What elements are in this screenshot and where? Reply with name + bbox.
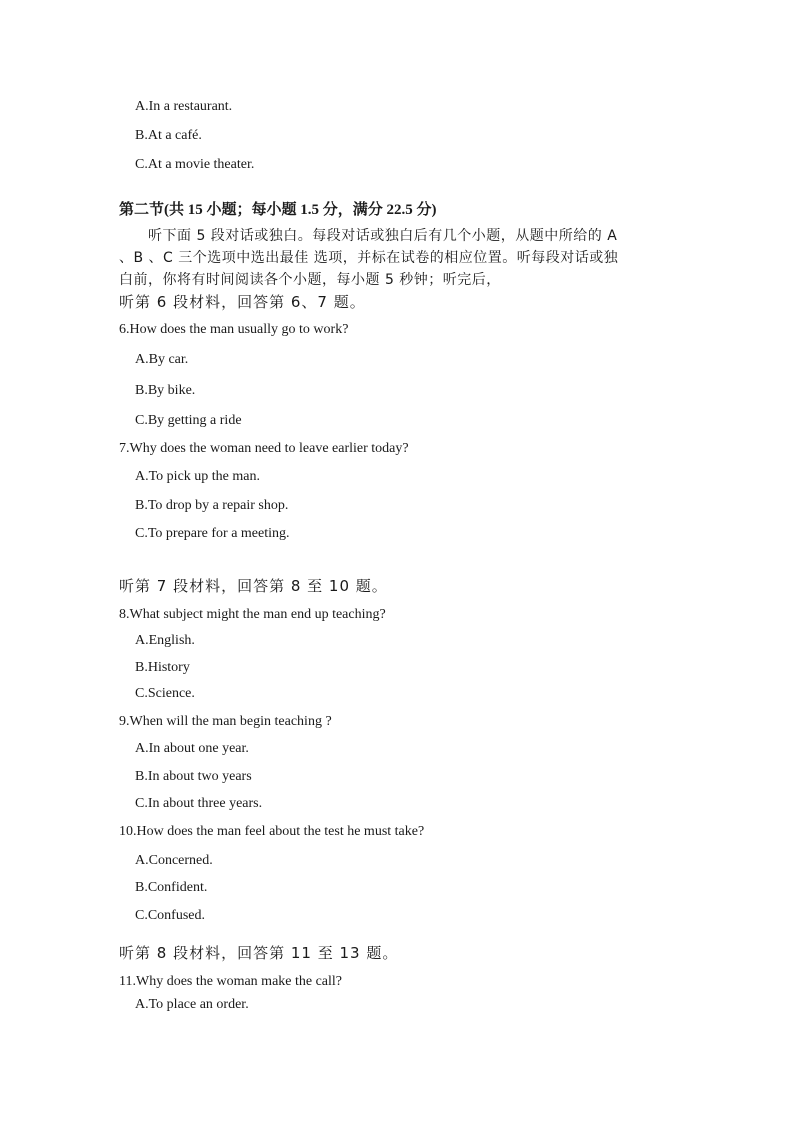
option-text: C.In about three years. [135,796,263,811]
question-stem: 10.How does the man feel about the test he must take? [119,824,425,839]
option-text: B.History [135,660,190,675]
option-text: C.By getting a ride [135,413,242,428]
section-instructions-line: 听下面 5 段对话或独白。每段对话或独白后有几个小题，从题中所给的 A [148,228,618,244]
option-text: C.Science. [135,686,195,701]
question-stem: 7.Why does the woman need to leave earlier today? [119,441,409,456]
question-stem: 9.When will the man begin teaching ? [119,714,332,729]
question-stem: 6.How does the man usually go to work? [119,322,349,337]
section-instructions-line: 、B 、C 三个选项中选出最佳 选项，并标在试卷的相应位置。听每段对话或独 [119,250,619,266]
group-heading: 听第 8 段材料，回答第 11 至 13 题。 [119,944,399,962]
option-text: B.By bike. [135,383,196,398]
group-heading: 听第 6 段材料，回答第 6、7 题。 [119,293,366,311]
question-stem: 11.Why does the woman make the call? [119,974,343,989]
option-text: A.Concerned. [135,853,213,868]
question-stem: 8.What subject might the man end up teaching? [119,607,386,622]
option-text: A.In a restaurant. [135,99,233,114]
option-text: A.English. [135,633,195,648]
option-text: C.To prepare for a meeting. [135,526,290,541]
option-text: B.Confident. [135,880,208,895]
option-text: A.To place an order. [135,997,249,1012]
option-text: C.Confused. [135,908,205,923]
option-text: B.To drop by a repair shop. [135,498,289,513]
option-text: C.At a movie theater. [135,157,255,172]
option-text: A.In about one year. [135,741,249,756]
option-text: B.At a café. [135,128,202,143]
group-heading: 听第 7 段材料，回答第 8 至 10 题。 [119,577,388,595]
option-text: A.By car. [135,352,189,367]
section-title: 第二节(共 15 小题；每小题 1.5 分，满分 22.5 分) [119,202,437,218]
option-text: B.In about two years [135,769,252,784]
option-text: A.To pick up the man. [135,469,260,484]
section-instructions-line: 白前，你将有时间阅读各个小题，每小题 5 秒钟；听完后， [119,272,501,288]
